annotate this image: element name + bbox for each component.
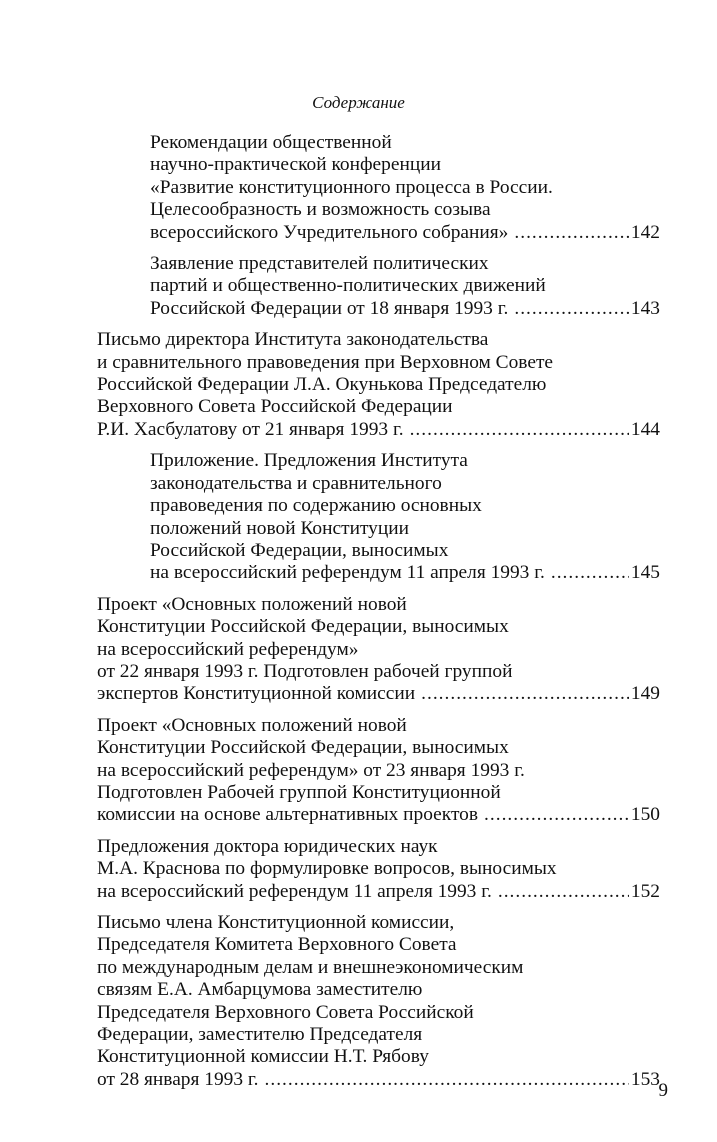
toc-entry-line: и сравнительного правоведения при Верховном Совете bbox=[97, 351, 554, 373]
toc-entry-line bbox=[97, 881, 660, 903]
toc-entry-line bbox=[97, 804, 660, 826]
toc-entry-line: Письмо члена Конституционной комиссии, bbox=[97, 912, 455, 933]
toc-entry bbox=[97, 836, 660, 903]
toc-entry bbox=[150, 132, 660, 244]
dot-leader bbox=[551, 562, 629, 584]
toc-entry-page: 142 bbox=[630, 221, 660, 243]
page-number: 9 bbox=[658, 1080, 668, 1101]
toc-entry-line bbox=[97, 1069, 660, 1091]
toc-entry-line: Предложения доктора юридических наук bbox=[97, 835, 438, 857]
toc-entry-title: Р.И. Хасбулатову от 21 января 1993 г. bbox=[97, 418, 404, 440]
toc-entry-line: на всероссийский референдум» bbox=[97, 638, 359, 660]
toc-entry bbox=[97, 329, 660, 441]
toc-entry-line bbox=[150, 222, 660, 244]
dot-leader bbox=[514, 222, 629, 244]
toc-entry-line: Целесообразность и возможность созыва bbox=[150, 199, 491, 221]
toc-entry-page: 152 bbox=[630, 880, 660, 902]
toc-entry-line: от 22 января 1993 г. Подготовлен рабочей группой bbox=[97, 660, 513, 682]
toc-entry-line bbox=[150, 298, 660, 320]
toc-entry-line: Российской Федерации, выносимых bbox=[150, 539, 449, 561]
toc-entry-line: Конституционной комиссии Н.Т. Рябову bbox=[97, 1046, 429, 1068]
toc-entry-page: 150 bbox=[630, 804, 660, 826]
toc-entry-title: на всероссийский референдум 11 апреля 1993 г. bbox=[150, 562, 545, 584]
toc-entry bbox=[97, 912, 660, 1091]
toc-entry-line bbox=[97, 683, 660, 705]
toc-entry-line: Председателя Комитета Верховного Совета bbox=[97, 934, 457, 956]
toc-entry-page: 144 bbox=[630, 418, 660, 440]
toc-entry-title: всероссийского Учредительного собрания» bbox=[150, 221, 509, 243]
toc-entry-page: 149 bbox=[630, 683, 660, 705]
toc-entry-line: Письмо директора Института законодательства bbox=[97, 329, 489, 351]
toc-entry-line: «Развитие конституционного процесса в России. bbox=[150, 176, 553, 198]
toc-entry-page: 153 bbox=[630, 1068, 660, 1090]
toc-entry-line: Верховного Совета Российской Федерации bbox=[97, 396, 453, 418]
table-of-contents bbox=[0, 132, 717, 1100]
dot-leader bbox=[265, 1069, 629, 1091]
toc-entry bbox=[150, 253, 660, 320]
toc-entry-title: комиссии на основе альтернативных проектов bbox=[97, 804, 479, 826]
dot-leader bbox=[410, 419, 629, 441]
toc-entry-title: экспертов Конституционной комиссии bbox=[97, 683, 416, 705]
toc-entry-line: Проект «Основных положений новой bbox=[97, 714, 407, 736]
dot-leader bbox=[498, 881, 629, 903]
toc-entry-line bbox=[150, 562, 660, 584]
toc-entry-title: Российской Федерации от 18 января 1993 г. bbox=[150, 297, 509, 319]
toc-entry-line: Конституции Российской Федерации, выносимых bbox=[97, 737, 509, 759]
toc-entry-line: Конституции Российской Федерации, выносимых bbox=[97, 616, 509, 638]
toc-entry-line: Проект «Основных положений новой bbox=[97, 593, 407, 615]
dot-leader bbox=[421, 683, 629, 705]
toc-entry-line: Заявление представителей политических bbox=[150, 253, 489, 275]
toc-entry-line: положений новой Конституции bbox=[150, 517, 409, 539]
toc-entry bbox=[97, 715, 660, 827]
toc-entry-line: Российской Федерации Л.А. Окунькова Председателю bbox=[97, 374, 547, 396]
toc-entry-line: партий и общественно-политических движений bbox=[150, 275, 546, 297]
toc-entry bbox=[97, 594, 660, 706]
toc-entry-line: правоведения по содержанию основных bbox=[150, 495, 482, 517]
toc-entry-line: Приложение. Предложения Института bbox=[150, 450, 468, 472]
toc-entry-line: Федерации, заместителю Председателя bbox=[97, 1024, 423, 1046]
toc-entry-page: 143 bbox=[630, 297, 660, 319]
toc-entry-line: научно-практической конференции bbox=[150, 154, 441, 176]
running-header: Содержание bbox=[312, 93, 405, 112]
toc-entry-line: законодательства и сравнительного bbox=[150, 472, 442, 494]
toc-entry-page: 145 bbox=[630, 562, 660, 584]
dot-leader bbox=[514, 298, 629, 320]
toc-entry-line: на всероссийский референдум» от 23 января 1993 г. bbox=[97, 759, 525, 781]
toc-entry-title: на всероссийский референдум 11 апреля 1993 г. bbox=[97, 880, 492, 902]
toc-entry-title: от 28 января 1993 г. bbox=[97, 1068, 259, 1090]
toc-entry-line: Председателя Верховного Совета Российской bbox=[97, 1001, 474, 1023]
dot-leader bbox=[484, 804, 629, 826]
toc-entry-line: связям Е.А. Амбарцумова заместителю bbox=[97, 979, 423, 1001]
toc-entry-line: М.А. Краснова по формулировке вопросов, выносимых bbox=[97, 858, 557, 880]
toc-entry-line: Рекомендации общественной bbox=[150, 132, 392, 153]
toc-entry-line: Подготовлен Рабочей группой Конституционной bbox=[97, 781, 501, 803]
toc-entry bbox=[150, 450, 660, 584]
toc-entry-line: по международным делам и внешнеэкономическим bbox=[97, 956, 524, 978]
toc-entry-line bbox=[97, 419, 660, 441]
